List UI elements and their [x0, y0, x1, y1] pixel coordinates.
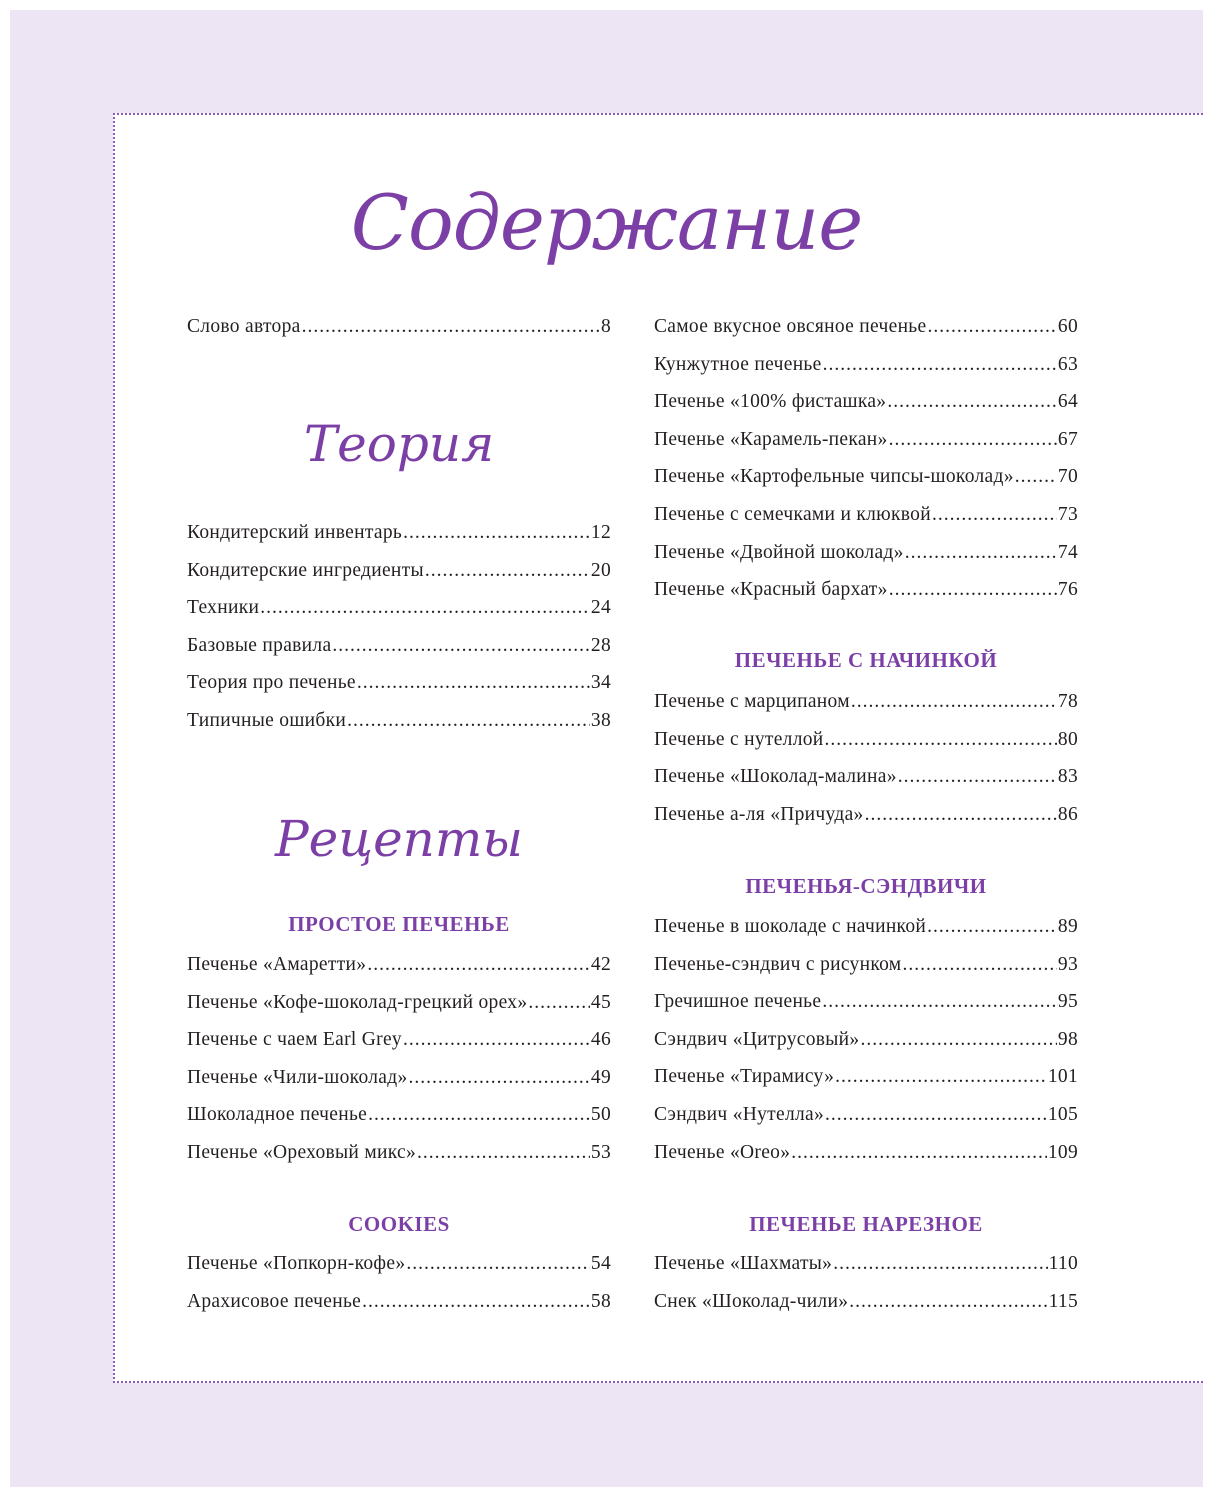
- entry-label: Печенье «Красный бархат»: [654, 579, 888, 601]
- leader-dots: [822, 983, 1057, 1021]
- section-title: ПЕЧЕНЬЕ С НАЧИНКОЙ: [734, 648, 998, 672]
- section-title: COOKIES: [348, 1212, 450, 1236]
- section-title: ПРОСТОЕ ПЕЧЕНЬЕ: [288, 912, 510, 936]
- entry-page: 60: [1057, 316, 1078, 337]
- leader-dots: [898, 758, 1057, 796]
- entry-label: Теория про печенье: [187, 672, 356, 694]
- leader-dots: [409, 1059, 590, 1097]
- entry-page: 110: [1048, 1253, 1078, 1274]
- entry-page: 89: [1057, 916, 1078, 937]
- leader-dots: [889, 421, 1057, 459]
- leader-dots: [902, 946, 1056, 984]
- toc-entry[interactable]: [654, 983, 1078, 1021]
- entry-page: 105: [1047, 1103, 1078, 1125]
- entry-label: Печенье «Картофельные чипсы-шоколад»: [654, 466, 1014, 488]
- toc-entry[interactable]: [187, 1059, 611, 1097]
- toc-entry[interactable]: [654, 383, 1078, 421]
- entry-label: Печенье «Попкорн-кофе»: [187, 1253, 406, 1274]
- entry-label: Печенье с нутеллой: [654, 728, 824, 750]
- section-title: ПЕЧЕНЬЕ НАРЕЗНОЕ: [749, 1212, 983, 1236]
- toc-entry[interactable]: [654, 758, 1078, 796]
- entry-label: Печенье «Двойной шоколад»: [654, 541, 904, 563]
- entry-label: Базовые правила: [187, 634, 332, 656]
- leader-dots: [823, 346, 1057, 384]
- toc-entry[interactable]: [187, 308, 611, 346]
- toc-entry[interactable]: [187, 589, 611, 627]
- leader-dots: [927, 308, 1056, 346]
- leader-dots: [1015, 458, 1057, 496]
- toc-entry[interactable]: [187, 627, 611, 665]
- toc-entry[interactable]: [654, 1283, 1078, 1321]
- entry-page: 20: [590, 559, 611, 581]
- toc-entry[interactable]: [187, 702, 611, 740]
- section-list: [654, 908, 1078, 1171]
- section-list: [654, 683, 1078, 833]
- entry-label: Печенье «Карамель-пекан»: [654, 428, 888, 450]
- leader-dots: [825, 1096, 1047, 1134]
- toc-entry[interactable]: [654, 796, 1078, 834]
- entry-label: Печенье с чаем Earl Grey: [187, 1029, 402, 1051]
- entry-page: 28: [590, 634, 611, 656]
- entry-label: Печенье «Кофе-шоколад-грецкий орех»: [187, 991, 528, 1013]
- entry-label: Печенье «Ореховый микс»: [187, 1141, 416, 1163]
- toc-entry[interactable]: [654, 1134, 1078, 1172]
- leader-dots: [825, 721, 1057, 759]
- toc-entry[interactable]: [654, 946, 1078, 984]
- leader-dots: [927, 908, 1057, 946]
- entry-label: Печенье «Чили-шоколад»: [187, 1066, 408, 1088]
- entry-page: 78: [1057, 691, 1078, 712]
- toc-entry[interactable]: [654, 346, 1078, 384]
- entry-label: Печенье с семечками и клюквой: [654, 503, 931, 525]
- leader-dots: [368, 1096, 590, 1134]
- toc-entry[interactable]: [654, 1245, 1078, 1283]
- entry-label: Слово автора: [187, 316, 301, 337]
- entry-label: Печенье «Oreo»: [654, 1141, 791, 1163]
- entry-page: 50: [590, 1104, 611, 1126]
- leader-dots: [860, 1021, 1056, 1059]
- section-list: [187, 946, 611, 1172]
- entry-page: 24: [590, 597, 611, 619]
- toc-entry[interactable]: [654, 496, 1078, 534]
- toc-entry[interactable]: [654, 308, 1078, 346]
- entry-label: Печенье «Тирамису»: [654, 1066, 835, 1088]
- entry-label: Кунжутное печенье: [654, 353, 822, 375]
- leader-dots: [865, 796, 1057, 834]
- leader-dots: [357, 664, 590, 702]
- toc-entry[interactable]: [187, 1134, 611, 1172]
- entry-page: 80: [1057, 728, 1078, 750]
- section-list-continued: [654, 308, 1078, 609]
- entry-page: 34: [590, 672, 611, 694]
- entry-label: Печенье «Шахматы»: [654, 1253, 833, 1274]
- toc-entry[interactable]: [187, 1283, 611, 1321]
- section-list: [654, 1245, 1078, 1320]
- page-title: Содержание: [350, 178, 863, 267]
- leader-dots: [932, 496, 1057, 534]
- leader-dots: [791, 1134, 1047, 1172]
- entry-page: 45: [590, 991, 611, 1013]
- leader-dots: [887, 383, 1057, 421]
- entry-label: Арахисовое печенье: [187, 1290, 362, 1312]
- entry-page: 53: [590, 1141, 611, 1163]
- entry-page: 67: [1057, 428, 1078, 450]
- entry-page: 58: [590, 1290, 611, 1312]
- toc-entry[interactable]: [187, 1245, 611, 1283]
- leader-dots: [528, 984, 590, 1022]
- entry-page: 64: [1057, 391, 1078, 413]
- toc-entry[interactable]: [187, 984, 611, 1022]
- recipes-heading: Рецепты: [274, 810, 524, 868]
- entry-label: Печенье в шоколаде с начинкой: [654, 916, 927, 937]
- entry-label: Кондитерские ингредиенты: [187, 559, 424, 581]
- leader-dots: [889, 571, 1057, 609]
- entry-label: Печенье-сэндвич с рисунком: [654, 953, 902, 975]
- leader-dots: [425, 552, 590, 590]
- entry-page: 83: [1057, 766, 1078, 788]
- entry-page: 115: [1048, 1290, 1078, 1312]
- entry-page: 74: [1057, 541, 1078, 563]
- entry-page: 93: [1057, 953, 1078, 975]
- theory-heading: Теория: [303, 415, 495, 473]
- leader-dots: [362, 1283, 590, 1321]
- author-block: [187, 308, 611, 346]
- toc-entry[interactable]: [654, 1096, 1078, 1134]
- entry-label: Гречишное печенье: [654, 991, 822, 1013]
- leader-dots: [417, 1134, 590, 1172]
- toc-entry[interactable]: [654, 1021, 1078, 1059]
- leader-dots: [367, 946, 590, 984]
- toc-entry[interactable]: [187, 664, 611, 702]
- entry-label: Кондитерский инвентарь: [187, 522, 403, 543]
- toc-entry[interactable]: [187, 552, 611, 590]
- toc-entry[interactable]: [654, 421, 1078, 459]
- entry-label: Типичные ошибки: [187, 709, 347, 731]
- entry-page: 73: [1057, 503, 1078, 525]
- entry-page: 101: [1047, 1066, 1078, 1088]
- entry-page: 8: [600, 316, 611, 337]
- entry-page: 12: [590, 522, 611, 543]
- entry-label: Печенье а-ля «Причуда»: [654, 803, 864, 825]
- toc-entry[interactable]: [654, 908, 1078, 946]
- toc-entry[interactable]: [654, 1058, 1078, 1096]
- leader-dots: [332, 627, 589, 665]
- entry-label: Печенье с марципаном: [654, 691, 850, 712]
- leader-dots: [302, 308, 600, 346]
- entry-label: Снек «Шоколад-чили»: [654, 1290, 849, 1312]
- toc-entry[interactable]: [187, 1096, 611, 1134]
- entry-page: 98: [1057, 1028, 1078, 1050]
- entry-page: 38: [590, 709, 611, 731]
- entry-label: Печенье «Амаретти»: [187, 954, 367, 975]
- leader-dots: [835, 1058, 1047, 1096]
- leader-dots: [260, 589, 590, 627]
- entry-label: Самое вкусное овсяное печенье: [654, 316, 927, 337]
- theory-list: [187, 514, 611, 740]
- toc-entry[interactable]: [187, 1021, 611, 1059]
- entry-label: Техники: [187, 597, 260, 619]
- leader-dots: [905, 534, 1057, 572]
- toc-entry[interactable]: [187, 946, 611, 984]
- section-title: ПЕЧЕНЬЯ-СЭНДВИЧИ: [745, 874, 987, 898]
- leader-dots: [406, 1245, 590, 1283]
- leader-dots: [403, 1021, 590, 1059]
- leader-dots: [849, 1283, 1047, 1321]
- entry-page: 46: [590, 1029, 611, 1051]
- entry-label: Сэндвич «Нутелла»: [654, 1103, 825, 1125]
- entry-page: 49: [590, 1066, 611, 1088]
- entry-page: 109: [1047, 1141, 1078, 1163]
- toc-entry[interactable]: [654, 721, 1078, 759]
- entry-page: 70: [1057, 466, 1078, 488]
- leader-dots: [833, 1245, 1047, 1283]
- leader-dots: [347, 702, 590, 740]
- entry-label: Шоколадное печенье: [187, 1104, 368, 1126]
- toc-entry[interactable]: [654, 683, 1078, 721]
- toc-entry[interactable]: [654, 571, 1078, 609]
- toc-entry[interactable]: [187, 514, 611, 552]
- entry-label: Печенье «Шоколад-малина»: [654, 766, 897, 788]
- entry-page: 95: [1057, 991, 1078, 1013]
- entry-page: 86: [1057, 803, 1078, 825]
- toc-entry[interactable]: [654, 534, 1078, 572]
- toc-entry[interactable]: [654, 458, 1078, 496]
- section-list: [187, 1245, 611, 1320]
- entry-page: 76: [1057, 579, 1078, 601]
- entry-page: 63: [1057, 353, 1078, 375]
- entry-label: Сэндвич «Цитрусовый»: [654, 1028, 860, 1050]
- leader-dots: [851, 683, 1057, 721]
- entry-page: 42: [590, 954, 611, 975]
- leader-dots: [403, 514, 590, 552]
- entry-label: Печенье «100% фисташка»: [654, 391, 887, 413]
- entry-page: 54: [590, 1253, 611, 1274]
